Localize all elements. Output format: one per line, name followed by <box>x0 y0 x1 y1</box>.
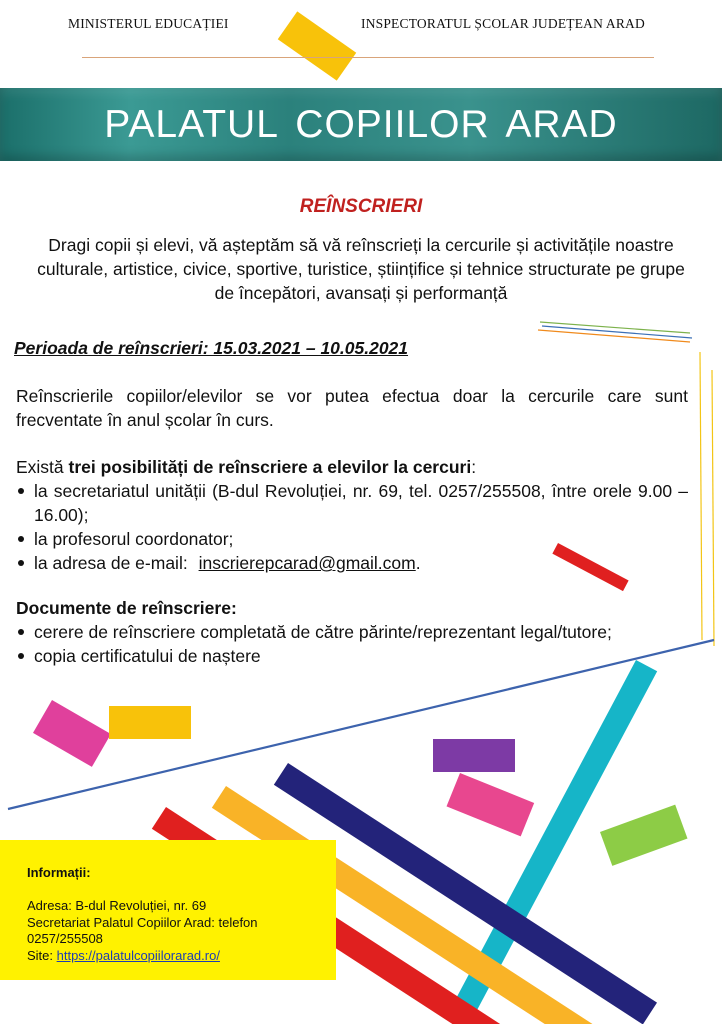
option-coordinator: la profesorul coordonator; <box>34 529 234 549</box>
thin-line-yellow-v2 <box>712 370 714 646</box>
banner-title: PALATUL COPIILOR ARAD <box>104 103 618 146</box>
info-secretariat: Secretariat Palatul Copiilor Arad: telefon 0257/255508 <box>27 914 258 946</box>
inspectorate-label: INSPECTORATUL ȘCOLAR JUDEȚEAN ARAD <box>361 16 645 31</box>
green-rect <box>600 805 687 866</box>
options-lead <box>16 455 688 479</box>
options-section <box>16 455 688 575</box>
purple-rect <box>433 739 515 772</box>
options-lead-bold: trei posibilități de reînscriere a elevilor la cercuri <box>68 457 472 477</box>
thin-line-yellow-v1 <box>700 352 702 640</box>
page-title: REÎNSCRIERI <box>299 196 423 217</box>
paragraph-reenrollment: Reînscrierile copiilor/elevilor se vor putea efectua doar la cercurile care sunt frecventate în anul școlar în curs. <box>16 386 688 430</box>
registration-period: Perioada de reînscrieri: 15.03.2021 – 10.05.2021 <box>14 338 409 358</box>
list-item <box>16 551 688 575</box>
pink-rect <box>447 773 535 836</box>
document-request: cerere de reînscriere completată de către părinte/reprezentant legal/tutore; <box>34 622 612 642</box>
list-item <box>16 644 688 668</box>
option-email: la adresa de e-mail: <box>34 553 188 573</box>
site-label: Site: <box>27 947 57 963</box>
documents-list <box>16 620 688 668</box>
ministry-label: MINISTERUL EDUCAȚIEI <box>68 16 229 31</box>
yellow-rect-left <box>109 706 191 739</box>
info-site <box>27 948 327 965</box>
list-item <box>16 527 688 551</box>
options-lead-text: Există <box>16 457 69 477</box>
options-list <box>16 479 688 575</box>
email-end: . <box>415 553 421 573</box>
documents-section <box>16 596 688 668</box>
documents-heading: Documente de reînscriere: <box>16 598 237 618</box>
document-birth-certificate: copia certificatului de naștere <box>34 646 261 666</box>
yellow-bar-top <box>278 11 356 80</box>
intro-text: Dragi copii și elevi, vă așteptăm să vă reînscrieți la cercurile și activitățile noastre culturale, artistice, civice, sportive, turistice, științifice și tehnice structurate pe grupe de începători, avansați și performanță <box>37 235 685 303</box>
info-title: Informații: <box>27 865 91 880</box>
info-details <box>27 898 327 964</box>
header-divider <box>82 57 654 58</box>
list-item <box>16 620 688 644</box>
email-link[interactable]: inscrierepcarad@gmail.com <box>198 553 416 573</box>
magenta-shape-left <box>33 700 111 767</box>
options-lead-end: : <box>471 457 477 477</box>
site-link[interactable]: https://palatulcopiilorarad.ro/ <box>56 947 220 963</box>
list-item <box>16 479 688 527</box>
info-address: Adresa: B-dul Revoluției, nr. 69 <box>27 898 207 913</box>
option-secretariat: la secretariatul unității (B-dul Revoluției, nr. 69, tel. 0257/255508, între orele 9.00 – 16.00); <box>34 481 688 525</box>
